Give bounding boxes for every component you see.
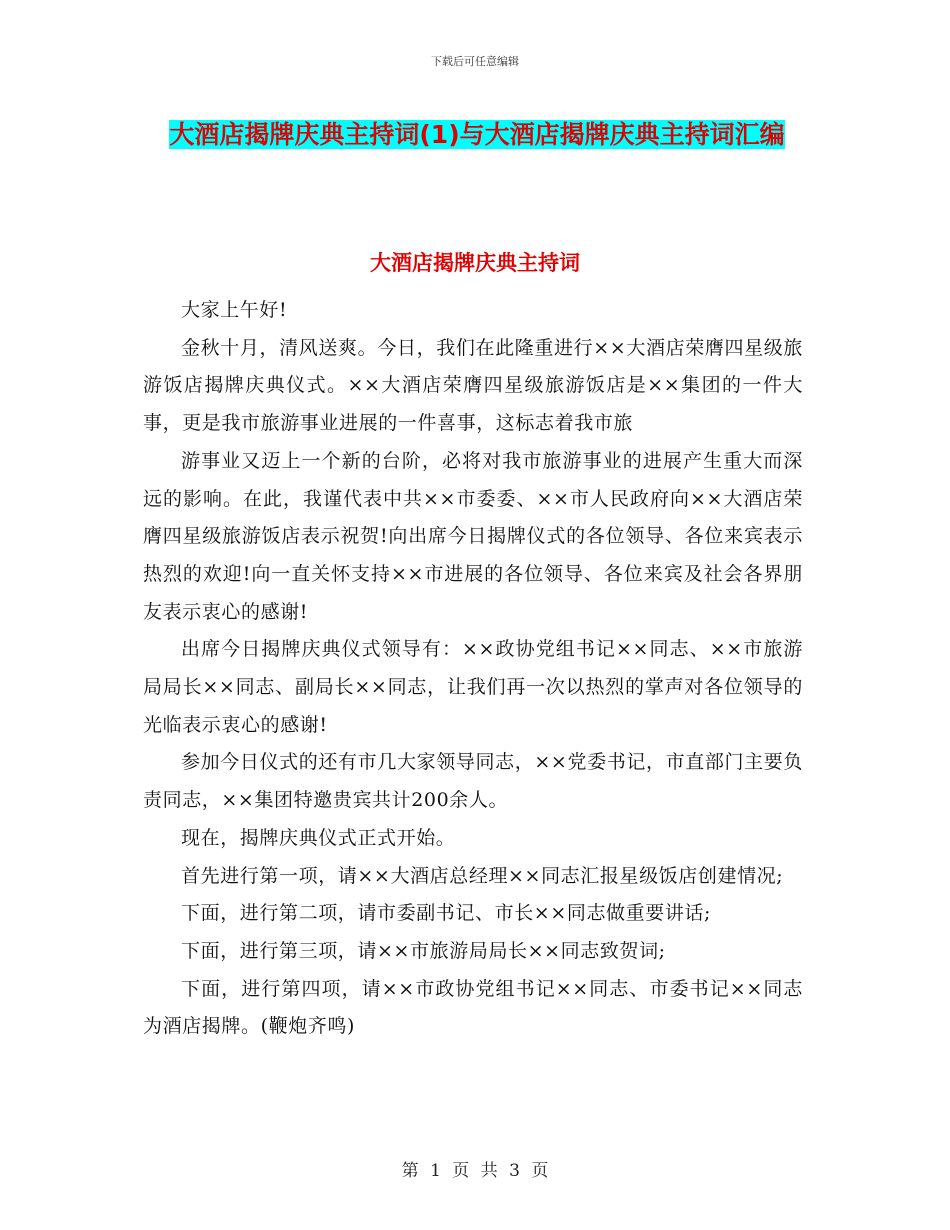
body-text (143, 292, 803, 1046)
paragraph-item-1: 首先进行第一项，请××大酒店总经理××同志汇报星级饭店创建情况; (181, 864, 784, 887)
paragraph-ceremony-start: 现在，揭牌庆典仪式正式开始。 (181, 826, 456, 849)
document-title (142, 112, 812, 158)
paragraph-item-3: 下面，进行第三项，请××市旅游局局长××同志致贺词; (181, 939, 666, 962)
paragraph-attendees: 参加今日仪式的还有市几大家领导同志，××党委书记，市直部门主要负责同志，××集团特邀贵宾共计200余人。 (143, 751, 803, 812)
paragraph-item-4: 下面，进行第四项，请××市政协党组书记××同志、市委书记××同志为酒店揭牌。(鞭炮齐鸣) (143, 977, 803, 1038)
paragraph-attending-leaders: 出席今日揭牌庆典仪式领导有：××政协党组书记××同志、××市旅游局局长××同志、副局长××同志，让我们再一次以热烈的掌声对各位领导的光临表示衷心的感谢! (143, 638, 803, 736)
header-note: 下载后可任意编辑 (431, 55, 519, 68)
paragraph-opening: 金秋十月，清风送爽。今日，我们在此隆重进行××大酒店荣膺四星级旅游饭店揭牌庆典仪式。××大酒店荣膺四星级旅游饭店是××集团的一件大事，更是我市旅游事业进展的一件喜事，这标志着我市旅 (143, 336, 803, 435)
section-title: 大酒店揭牌庆典主持词 (370, 251, 580, 275)
paragraph-significance: 游事业又迈上一个新的台阶，必将对我市旅游事业的进展产生重大而深远的影响。在此，我谨代表中共××市委委、××市人民政府向××大酒店荣膺四星级旅游饭店表示祝贺!向出席今日揭牌仪式的各位领导、各位来宾表示热烈的欢迎!向一直关怀支持××市进展的各位领导、各位来宾及社会各界朋友表示衷心的感谢! (143, 449, 803, 623)
paragraph-item-2: 下面，进行第二项，请市委副书记、市长××同志做重要讲话; (181, 902, 712, 925)
paragraph-greeting: 大家上午好! (181, 299, 288, 321)
document-title-text: 大酒店揭牌庆典主持词(1)与大酒店揭牌庆典主持词汇编 (169, 120, 785, 149)
page-number: 第 1 页 共 3 页 (401, 1161, 549, 1181)
